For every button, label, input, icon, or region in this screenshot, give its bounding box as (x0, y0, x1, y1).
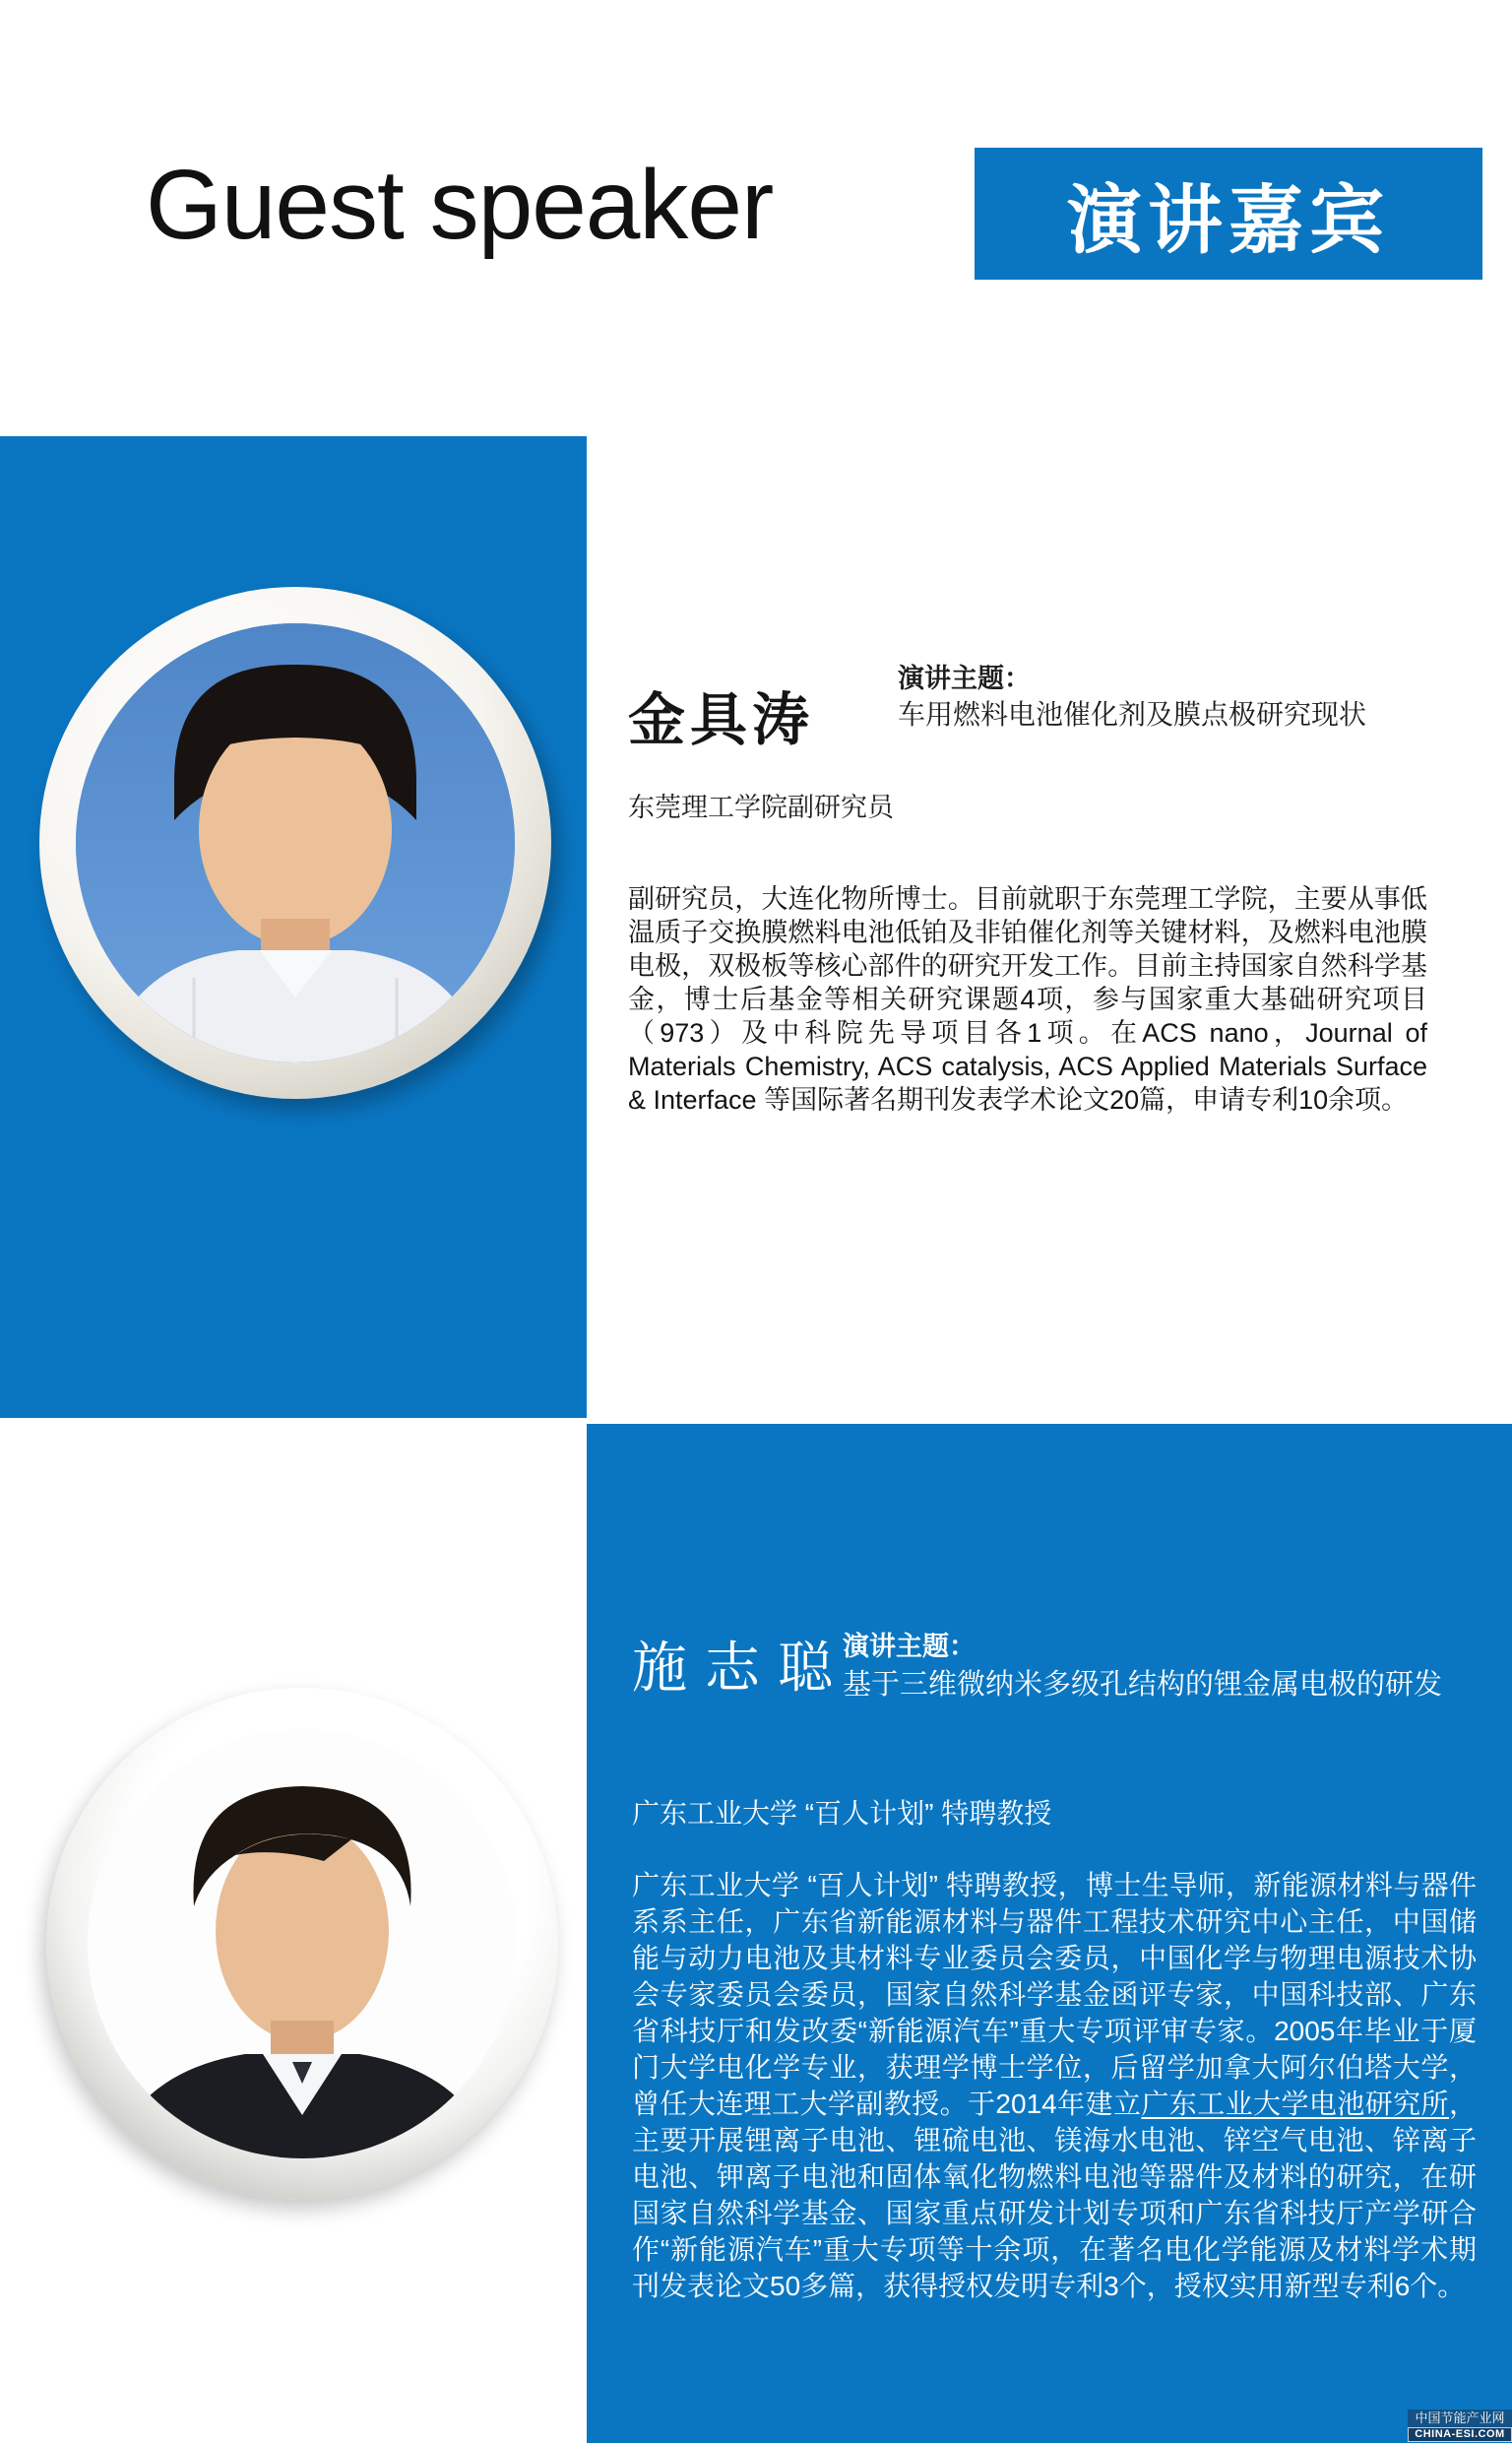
speaker1-topic-label: 演讲主题： (898, 664, 1031, 693)
speaker2-bio-underlined: 广东工业大学电池研究所 (1141, 2089, 1449, 2119)
speaker1-position: 东莞理工学院副研究员 (628, 793, 894, 822)
watermark-site-name: 中国节能产业网 (1408, 2410, 1512, 2427)
speaker2-topic-label: 演讲主题： (843, 1632, 976, 1661)
speaker2-bio-part1: 广东工业大学 “百人计划” 特聘教授，博士生导师，新能源材料与器件系系主任，广东省新能源材料与器件工程技术研究中心主任，中国储能与动力电池及其材料专业委员会委员，中国化学与物理电源技术协会专家委员会委员，国家自然科学基金函评专家，中国科技部、广东省科技厅和发改委“新能源汽车”重大专项评审专家。2005年毕业于厦门大学电化学专业，获理学博士学位，后留学加拿大阿尔伯塔大学，曾任大连理工大学副教授。于2014年建立 (632, 1870, 1477, 2119)
speaker1-photo (76, 623, 515, 1062)
speaker2-topic-block (843, 1627, 1473, 1704)
speaker1-bio: 副研究员，大连化物所博士。目前就职于东莞理工学院，主要从事低温质子交换膜燃料电池低铂及非铂催化剂等关键材料，及燃料电池膜电极，双极板等核心部件的研究开发工作。目前主持国家自然科学基金，博士后基金等相关研究课题4项，参与国家重大基础研究项目（973）及中科院先导项目各1项。在ACS nano，Journal of Materials Chemistry, ACS catalysis, ACS Applied Materials Surface & Interface 等国际著名期刊发表学术论文20篇，申请专利10余项。 (628, 884, 1427, 1115)
speaker1-topic-block (898, 660, 1429, 733)
speaker2-bio-part2: ，主要开展锂离子电池、锂硫电池、镁海水电池、锌空气电池、锌离子电池、钾离子电池和固体氧化物燃料电池等器件及材料的研究，在研国家自然科学基金、国家重点研发计划专项和广东省科技厅产学研合作“新能源汽车”重大专项等十余项，在著名电化学能源及材料学术期刊发表论文50多篇，获得授权发明专利3个，授权实用新型专利6个。 (632, 2089, 1477, 2301)
watermark-site-url: CHINA-ESI.COM (1408, 2427, 1512, 2442)
speaker2-name: 施志聪 (632, 1637, 850, 1699)
title-badge-label: 演讲嘉宾 (1067, 178, 1390, 263)
speaker2-bio (632, 1867, 1477, 2304)
speaker1-name: 金具涛 (628, 688, 815, 752)
speaker2-photo (88, 1729, 517, 2158)
speaker1-topic: 车用燃料电池催化剂及膜点极研究现状 (898, 699, 1367, 730)
page-title: Guest speaker (146, 150, 774, 260)
speaker2-portrait-graphic (88, 1729, 517, 2158)
speaker2-position: 广东工业大学 “百人计划” 特聘教授 (632, 1798, 1052, 1829)
title-badge (975, 148, 1482, 280)
site-watermark (1408, 2410, 1512, 2442)
speaker1-portrait-graphic (76, 623, 515, 1062)
speaker2-topic: 基于三维微纳米多级孔结构的锂金属电极的研发 (843, 1669, 1443, 1701)
